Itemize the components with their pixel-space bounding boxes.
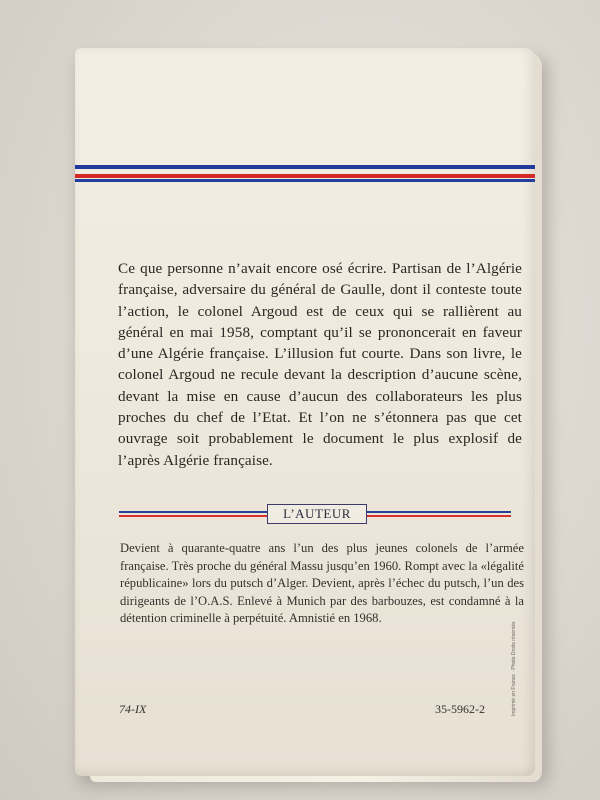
book-back-cover: [75, 48, 535, 776]
rule-left-red: [119, 515, 267, 517]
author-bio: [120, 540, 524, 628]
stripe-blue-top: [75, 165, 535, 169]
blurb-text: Ce que personne n’avait encore osé écrire. Partisan de l’Algérie française, adversaire du général de Gaulle, dont il conteste toute l’action, le colonel Argoud est de ceux qui se rallièrent au général en mai 1958, comptant qu’il se prononcerait en faveur d’une Algérie française. L’illusion fut courte. Dans son livre, le colonel Argoud ne recule devant la description d’aucune scène, devant la mise en cause d’aucun des collaborateurs les plus proches du chef de l’Etat. Et l’on ne s’étonnera pas que cet ouvrage soit probablement le document le plus explosif de l’après Algérie française.: [118, 260, 522, 469]
printer-credits: [511, 576, 587, 716]
rule-right-red: [367, 515, 511, 517]
rule-right-blue: [367, 511, 511, 513]
author-title: L’AUTEUR: [283, 506, 351, 521]
rule-left-blue: [119, 511, 267, 513]
author-section-header: [119, 504, 511, 524]
blurb-paragraph: [118, 258, 522, 471]
credits-text: Imprimé en France · Photo Droits réservés: [511, 621, 517, 716]
print-code-left: 74-IX: [119, 702, 147, 716]
bio-text: Devient à quarante-quatre ans l’un des plus jeunes colonels de l’armée française. Très proche du général Massu jusqu’en 1960. Rompt avec la «légalité républicaine» lors du putsch d’Alger. Devient, après l’échec du putsch, l’un des dirigeants de l’O.A.S. Enlevé à Munich par des barbouzes, est condamné à la détention criminelle à perpétuité. Amnistié en 1968.: [120, 541, 524, 626]
stripe-blue-bottom: [75, 179, 535, 182]
catalog-number: 35-5962-2: [435, 702, 485, 716]
tricolor-stripes: [75, 165, 535, 183]
stripe-red: [75, 174, 535, 178]
author-title-box: [267, 504, 367, 524]
